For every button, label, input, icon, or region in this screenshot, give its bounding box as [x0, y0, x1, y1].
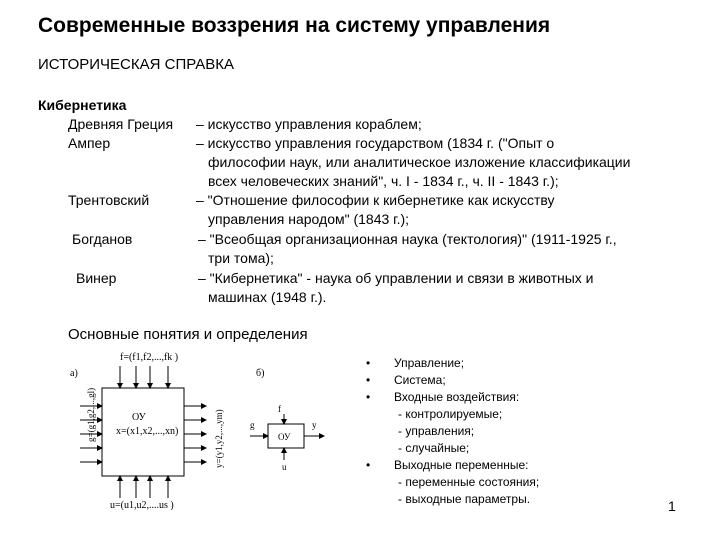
history-text: – "Всеобщая организационная наука (тектология)" (1911-1925 г.,: [198, 231, 617, 247]
diagram-a: [70, 352, 224, 511]
list-subitem: - случайные;: [398, 441, 470, 455]
diagram-b-f-label: f: [278, 404, 281, 414]
diagram-b-u-label: u: [282, 462, 287, 472]
diagram-a-label: а): [70, 368, 78, 379]
list-subitem: - контролируемые;: [398, 407, 503, 421]
history-name-trentowski: Трентовский: [68, 192, 150, 208]
diagram-a-u-label: u=(u1,u2,....us ): [110, 500, 174, 511]
diagram-a-g-label: g=(g1,g2,...,gl): [86, 387, 96, 442]
definitions-heading: Основные понятия и определения: [68, 326, 308, 343]
control-object-diagrams: [50, 348, 360, 518]
history-name-bogdanov: Богданов: [72, 231, 133, 247]
list-item: Система;: [394, 373, 446, 387]
list-subitem: - переменные состояния;: [398, 475, 540, 489]
list-subitem: - управления;: [398, 424, 475, 438]
history-name-greece: Древняя Греция: [68, 116, 174, 132]
history-text: – "Кибернетика" - наука об управлении и связи в животных и: [198, 270, 594, 286]
list-item: Входные воздействия:: [394, 390, 520, 404]
history-text: – искусство управления кораблем;: [196, 116, 422, 132]
history-text: – искусство управления государством (1834 г. ("Опыт о: [196, 135, 555, 151]
diagram-b: [250, 368, 324, 472]
history-name-wiener: Винер: [76, 270, 117, 286]
diagram-b-box-label: ОУ: [278, 432, 291, 442]
diagram-a-box-label: ОУ: [132, 412, 146, 423]
list-item: Управление;: [394, 356, 465, 370]
history-text: – "Отношение философии к кибернетике как искусству: [196, 192, 555, 208]
history-text: философии наук, или аналитическое изложение классификации: [208, 154, 631, 170]
history-text: управления народом" (1843 г.);: [208, 211, 410, 227]
list-bullet: •: [366, 356, 371, 370]
history-name-ampere: Ампер: [68, 135, 111, 151]
section-heading: Кибернетика: [38, 97, 127, 113]
list-subitem: - выходные параметры.: [398, 492, 531, 506]
diagram-b-y-label: y: [312, 420, 317, 430]
list-bullet: •: [366, 373, 371, 387]
page-title: Современные воззрения на систему управления: [38, 14, 551, 37]
list-bullet: •: [366, 390, 371, 404]
page-number: 1: [668, 498, 676, 514]
diagram-a-f-label: f=(f1,f2,...,fk ): [120, 352, 179, 363]
list-bullet: •: [366, 458, 371, 472]
list-item: Выходные переменные:: [394, 458, 529, 472]
history-text: три тома);: [208, 250, 274, 266]
subtitle: ИСТОРИЧЕСКАЯ СПРАВКА: [38, 56, 235, 73]
history-text: всех человеческих знаний", ч. I - 1834 г., ч. II - 1843 г.);: [208, 173, 559, 189]
diagram-b-g-label: g: [250, 420, 255, 430]
diagram-a-y-label: y=(y1,y2,...,ym): [214, 409, 224, 468]
diagram-b-label: б): [256, 368, 265, 379]
history-text: машинах (1948 г.).: [208, 289, 327, 305]
diagram-a-x-label: x=(x1,x2,...,xn): [116, 426, 179, 437]
